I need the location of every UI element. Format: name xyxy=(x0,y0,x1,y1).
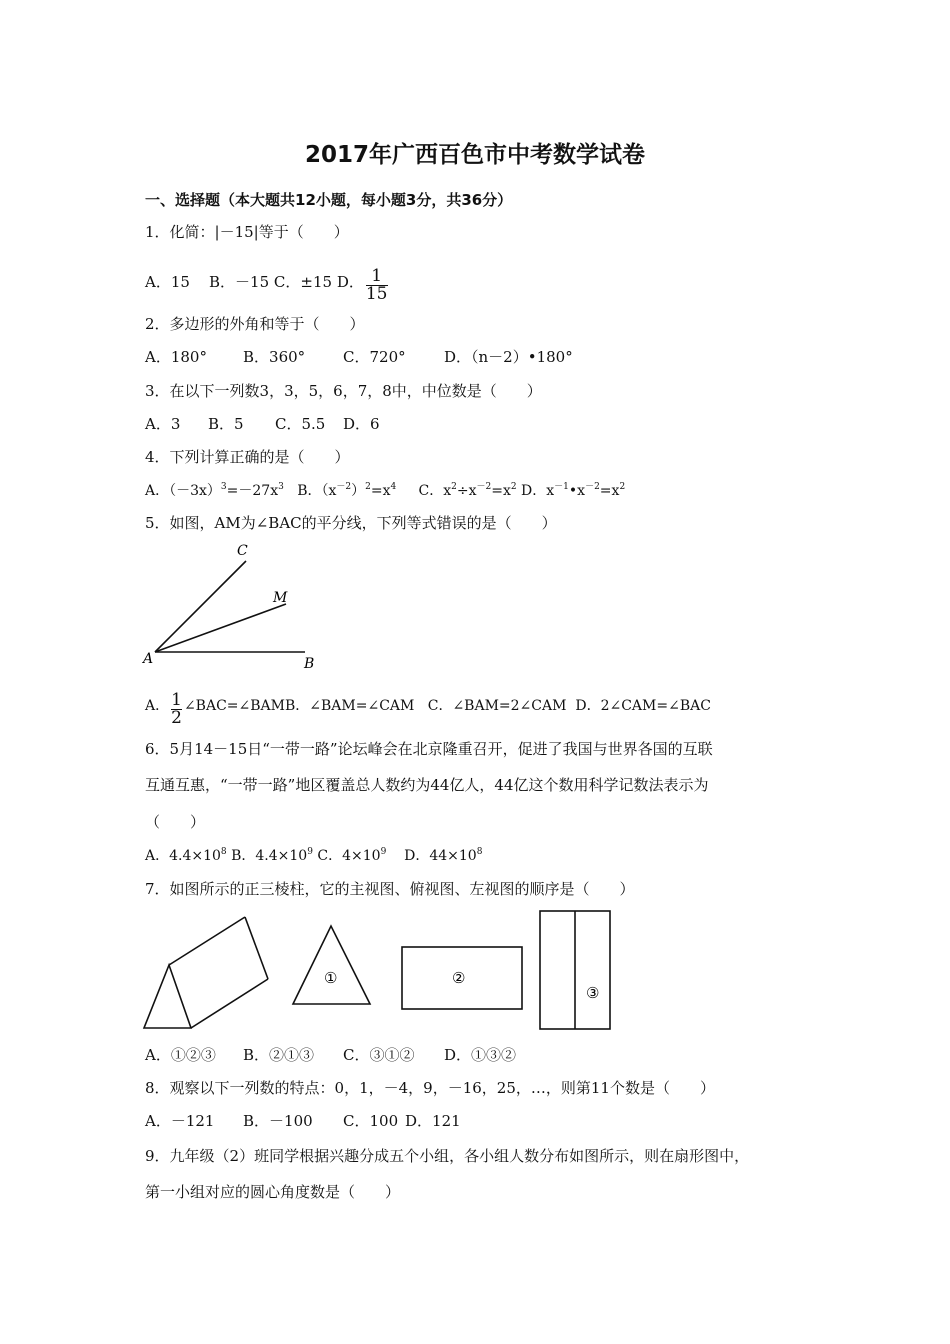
q4-option-d[interactable]: D．$x^{-1}•x^{-2}=x^2$ xyxy=(521,482,626,499)
label-one: ① xyxy=(324,969,338,987)
q5-option-d[interactable]: D．2∠CAM=∠BAC xyxy=(575,698,711,714)
label-three: ③ xyxy=(586,984,600,1002)
q8-option-c[interactable]: C．100 xyxy=(343,1112,399,1130)
q5-option-c[interactable]: C．∠BAM=2∠CAM xyxy=(427,698,567,714)
label-b: B xyxy=(304,656,315,672)
q7-stem: 7．如图所示的正三棱柱，它的主视图、俯视图、左视图的顺序是（ ） xyxy=(145,880,635,898)
label-two: ② xyxy=(452,969,466,987)
q6-option-a[interactable]: A．$4.4\times 10^8$ xyxy=(145,847,227,864)
q4-option-b[interactable]: B．$(x^{-2})^2=x^4$ xyxy=(297,482,397,499)
q5-option-a[interactable]: A． $\frac{1}{2}$ ∠BAC=∠BAM xyxy=(145,690,285,728)
q1-option-d[interactable]: D． $\frac{1}{15}$ xyxy=(336,266,388,304)
fraction-denominator: 15 xyxy=(365,284,388,304)
page-title: 2017年广西百色市中考数学试卷 xyxy=(304,142,645,168)
q7-option-d[interactable]: D．①③② xyxy=(444,1046,517,1064)
q7-option-c[interactable]: C．③①② xyxy=(343,1046,415,1064)
q5-option-b[interactable]: B．∠BAM=∠CAM xyxy=(285,698,415,714)
q6-stem-line3: （ ） xyxy=(145,813,206,831)
fraction-numerator: 1 xyxy=(171,690,182,710)
q2-option-b[interactable]: B．360° xyxy=(243,348,306,366)
section-heading: 一、选择题（本大题共12小题，每小题3分，共36分） xyxy=(145,191,513,209)
q6-option-d[interactable]: D．$44\times 10^8$ xyxy=(404,847,483,864)
q6-option-c[interactable]: C．$4\times 10^9$ xyxy=(317,847,387,864)
q1-stem: 1．化简：|－15|等于（ ） xyxy=(145,223,349,241)
q9-stem-line2: 第一小组对应的圆心角度数是（ ） xyxy=(145,1183,401,1201)
q9-stem-line1: 9．九年级（2）班同学根据兴趣分成五个小组，各小组人数分布如图所示，则在扇形图中， xyxy=(145,1147,750,1165)
q2-option-a[interactable]: A．180° xyxy=(145,348,207,366)
q4-options xyxy=(145,481,625,501)
q4-stem: 4．下列计算正确的是（ ） xyxy=(145,448,350,466)
q8-option-a[interactable]: A．－121 xyxy=(145,1112,215,1130)
q7-option-b[interactable]: B．②①③ xyxy=(243,1046,315,1064)
angle-bisector-figure xyxy=(140,538,330,673)
label-a: A xyxy=(143,651,154,667)
ray-ac xyxy=(155,561,246,652)
q8-stem: 8．观察以下一列数的特点：0，1，－4，9，－16，25，…，则第11个数是（ ） xyxy=(145,1079,715,1097)
q3-option-b[interactable]: B．5 xyxy=(208,415,244,433)
q5-options xyxy=(145,692,711,727)
q1-option-a[interactable]: A．15 xyxy=(145,273,190,291)
q6-stem-line2: 互通互惠，“一带一路”地区覆盖总人数约为44亿人，44亿这个数用科学记数法表示为 xyxy=(145,776,709,794)
fraction-numerator: 1 xyxy=(371,266,383,286)
q6-options xyxy=(145,846,482,866)
prism-views-figure xyxy=(140,905,620,1035)
q3-option-a[interactable]: A．3 xyxy=(145,415,181,433)
fraction-denominator: 2 xyxy=(171,708,182,728)
triangular-prism xyxy=(144,917,268,1028)
front-view-triangle xyxy=(293,926,370,1004)
q3-option-d[interactable]: D．6 xyxy=(343,415,380,433)
q2-option-c[interactable]: C．720° xyxy=(343,348,406,366)
q5-stem: 5．如图，AM为∠BAC的平分线，下列等式错误的是（ ） xyxy=(145,514,557,532)
q4-option-c[interactable]: C．$x^2\div x^{-2}=x^2$ xyxy=(418,482,517,499)
q2-option-d[interactable]: D．（n－2）•180° xyxy=(444,348,573,366)
q4-option-a[interactable]: A．$(-3x)^3=-27x^3$ xyxy=(145,482,284,499)
q6-option-b[interactable]: B．$4.4\times 10^9$ xyxy=(231,847,313,864)
q6-stem-line1: 6．5月14－15日“一带一路”论坛峰会在北京隆重召开，促进了我国与世界各国的互联 xyxy=(145,740,713,758)
ray-am xyxy=(155,604,286,652)
q3-option-c[interactable]: C．5.5 xyxy=(275,415,326,433)
q1-options xyxy=(145,268,390,303)
q3-stem: 3．在以下一列数3，3，5，6，7，8中，中位数是（ ） xyxy=(145,382,542,400)
q2-stem: 2．多边形的外角和等于（ ） xyxy=(145,315,365,333)
q7-option-a[interactable]: A．①②③ xyxy=(145,1046,216,1064)
label-m: M xyxy=(273,590,288,606)
label-c: C xyxy=(237,543,248,559)
q8-option-b[interactable]: B．－100 xyxy=(243,1112,313,1130)
q1-option-c[interactable]: C．±15 xyxy=(273,273,333,291)
q8-option-d[interactable]: D．121 xyxy=(405,1112,461,1130)
q1-option-b[interactable]: B．－15 xyxy=(209,273,270,291)
